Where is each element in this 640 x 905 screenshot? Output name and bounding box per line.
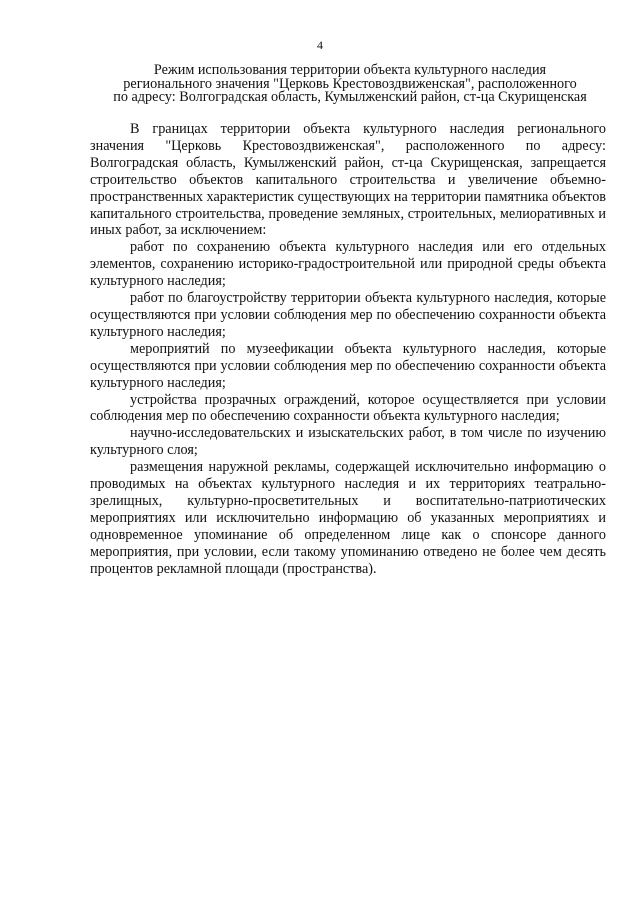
title-line-1: Режим использования территории объекта культурного наследия bbox=[153, 62, 547, 78]
title-line-3: по адресу: Волгоградская область, Кумылженский район, ст-ца Скурищенская bbox=[113, 89, 587, 106]
exception-paragraph: работ по благоустройству территории объекта культурного наследия, которые осуществляются при условии соблюдения мер по обеспечению сохранности объекта культурного наследия; bbox=[90, 290, 606, 340]
exception-paragraph: размещения наружной рекламы, содержащей исключительно информацию о проводимых на объектах культурного наследия и их территориях театрально-зрелищных, культурно-просветительных и воспитательно-патриотических мероприятиях или исключительно информацию об указанных мероприятиях и одновременное упоминание об определенном лице как о спонсоре данного мероприятия, при условии, если такому упоминанию отведено не более чем десять процентов рекламной площади (пространства). bbox=[90, 459, 606, 577]
document-title bbox=[90, 64, 610, 105]
document-body bbox=[90, 121, 606, 577]
exception-paragraph: мероприятий по музеефикации объекта культурного наследия, которые осуществляются при условии соблюдения мер по обеспечению сохранности объекта культурного наследия; bbox=[90, 340, 606, 391]
intro-paragraph: В границах территории объекта культурного наследия регионального значения "Церковь Крестовоздвиженская", расположенного по адресу: Волгоградская область, Кумылженский район, ст-ца Скурищенская, запрещается строительство объектов капитального строительства и увеличение объемно-пространственных характеристик существующих на территории памятника объектов капитального строительства, проведение земляных, строительных, мелиоративных и иных работ, за исключением: bbox=[90, 121, 606, 239]
exception-paragraph: научно-исследовательских и изыскательских работ, в том числе по изучению культурного слоя; bbox=[90, 425, 606, 459]
title-line-2: регионального значения "Церковь Крестовоздвиженская", расположенного bbox=[123, 75, 577, 92]
page-number: 4 bbox=[317, 38, 323, 52]
exception-paragraph: устройства прозрачных ограждений, которое осуществляется при условии соблюдения мер по обеспечению сохранности объекта культурного наследия; bbox=[90, 391, 606, 425]
exception-paragraph: работ по сохранению объекта культурного наследия или его отдельных элементов, сохранению историко-градостроительной или природной среды объекта культурного наследия; bbox=[90, 239, 606, 290]
